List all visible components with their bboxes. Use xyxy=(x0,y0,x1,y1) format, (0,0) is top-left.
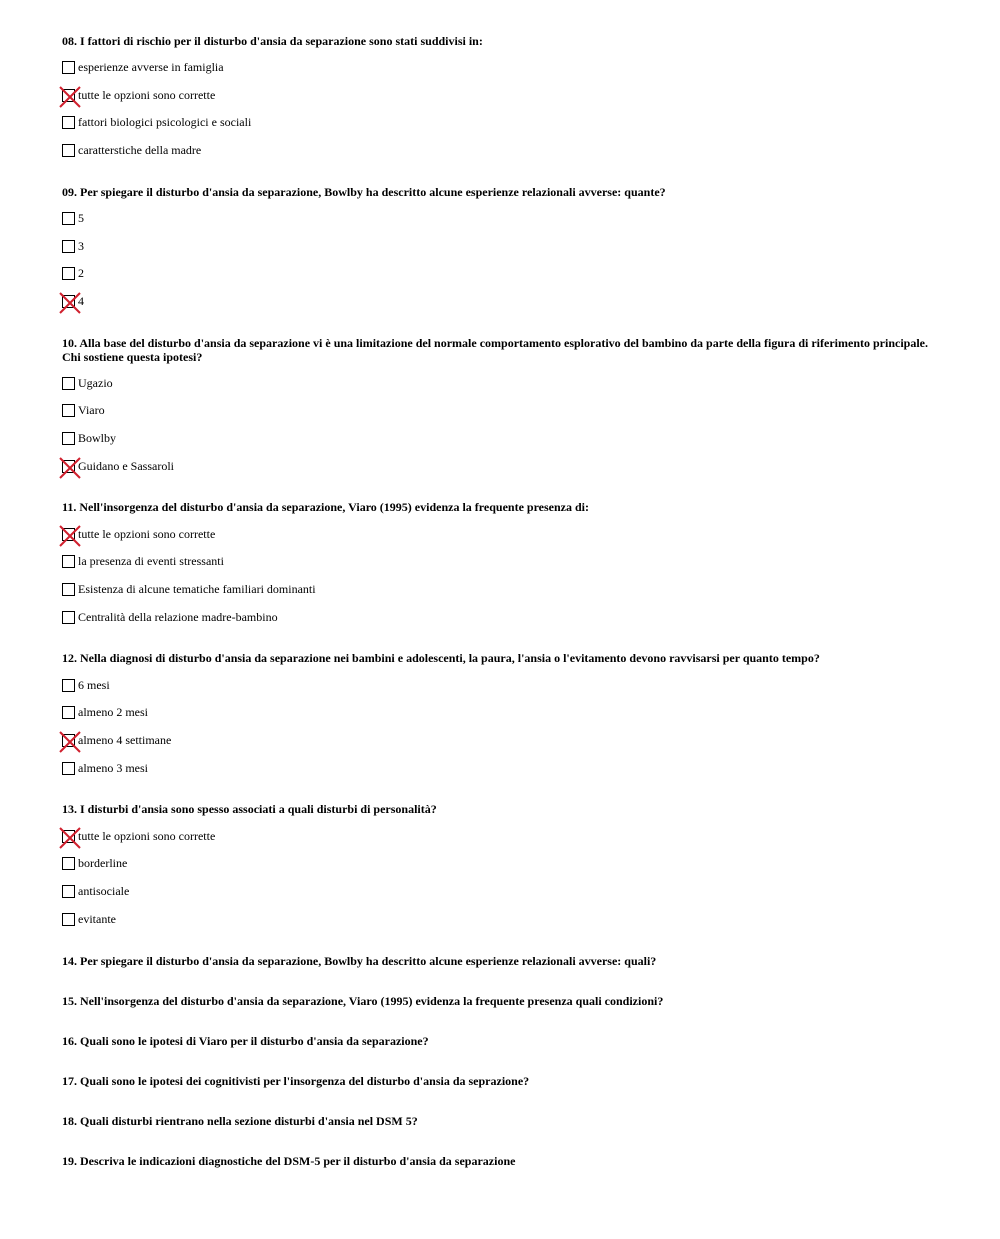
answer-option[interactable] xyxy=(62,238,84,254)
answer-label: 2 xyxy=(78,265,84,280)
cross-mark-icon xyxy=(58,291,82,315)
answer-option[interactable] xyxy=(62,911,116,927)
checkbox[interactable] xyxy=(62,240,75,253)
question-19: 19. Descriva le indicazioni diagnostiche del DSM-5 per il disturbo d'ansia da separazione xyxy=(62,1154,516,1168)
checkbox[interactable] xyxy=(62,857,75,870)
answer-label: 3 xyxy=(78,238,84,253)
answer-option[interactable] xyxy=(62,526,215,542)
answer-option[interactable] xyxy=(62,402,105,418)
answer-label: antisociale xyxy=(78,883,130,898)
question-15: 15. Nell'insorgenza del disturbo d'ansia da separazione, Viaro (1995) evidenza la frequente presenza quali condizioni? xyxy=(62,994,664,1008)
answer-label: la presenza di eventi stressanti xyxy=(78,553,224,568)
question-17: 17. Quali sono le ipotesi dei cognitivisti per l'insorgenza del disturbo d'ansia da seprazione? xyxy=(62,1074,530,1088)
checkbox[interactable] xyxy=(62,212,75,225)
answer-label: tutte le opzioni sono corrette xyxy=(78,87,216,102)
answer-option[interactable] xyxy=(62,265,84,281)
checkbox[interactable] xyxy=(62,885,75,898)
answer-option[interactable] xyxy=(62,430,116,446)
checkbox[interactable] xyxy=(62,830,75,843)
answer-option[interactable] xyxy=(62,114,251,130)
answer-option[interactable] xyxy=(62,458,174,474)
question-18: 18. Quali disturbi rientrano nella sezione disturbi d'ansia nel DSM 5? xyxy=(62,1114,418,1128)
answer-label: esperienze avverse in famiglia xyxy=(78,59,224,74)
checkbox[interactable] xyxy=(62,404,75,417)
answer-label: almeno 2 mesi xyxy=(78,704,148,719)
answer-option[interactable] xyxy=(62,760,148,776)
answer-option[interactable] xyxy=(62,581,316,597)
cross-mark-icon xyxy=(58,826,82,850)
answer-option[interactable] xyxy=(62,609,278,625)
checkbox[interactable] xyxy=(62,734,75,747)
checkbox[interactable] xyxy=(62,528,75,541)
answer-label: Esistenza di alcune tematiche familiari dominanti xyxy=(78,581,316,596)
answer-label: almeno 3 mesi xyxy=(78,760,148,775)
answer-option[interactable] xyxy=(62,59,224,75)
cross-mark-icon xyxy=(58,456,82,480)
answer-label: Guidano e Sassaroli xyxy=(78,458,174,473)
answer-option[interactable] xyxy=(62,732,171,748)
answer-label: evitante xyxy=(78,911,116,926)
question-13: 13. I disturbi d'ansia sono spesso associati a quali disturbi di personalità? xyxy=(62,802,437,816)
question-14: 14. Per spiegare il disturbo d'ansia da separazione, Bowlby ha descritto alcune esperienze relazionali avverse: quali? xyxy=(62,954,657,968)
checkbox[interactable] xyxy=(62,89,75,102)
answer-label: tutte le opzioni sono corrette xyxy=(78,828,216,843)
checkbox[interactable] xyxy=(62,555,75,568)
question-12: 12. Nella diagnosi di disturbo d'ansia da separazione nei bambini e adolescenti, la paura, l'ansia o l'evitamento devono ravvisarsi per quanto tempo? xyxy=(62,651,820,665)
checkbox[interactable] xyxy=(62,295,75,308)
answer-label: Viaro xyxy=(78,402,105,417)
checkbox[interactable] xyxy=(62,460,75,473)
answer-option[interactable] xyxy=(62,883,129,899)
checkbox[interactable] xyxy=(62,706,75,719)
checkbox[interactable] xyxy=(62,144,75,157)
question-16: 16. Quali sono le ipotesi di Viaro per il disturbo d'ansia da separazione? xyxy=(62,1034,429,1048)
answer-option[interactable] xyxy=(62,210,84,226)
answer-label: caratterstiche della madre xyxy=(78,142,202,157)
answer-label: Bowlby xyxy=(78,430,117,445)
checkbox[interactable] xyxy=(62,679,75,692)
answer-label: borderline xyxy=(78,855,128,870)
question-08: 08. I fattori di rischio per il disturbo d'ansia da separazione sono stati suddivisi in: xyxy=(62,34,483,48)
cross-mark-icon xyxy=(58,524,82,548)
answer-label: Ugazio xyxy=(78,375,113,390)
answer-label: tutte le opzioni sono corrette xyxy=(78,526,216,541)
answer-label: 4 xyxy=(78,293,84,308)
answer-option[interactable] xyxy=(62,375,113,391)
checkbox[interactable] xyxy=(62,432,75,445)
answer-option[interactable] xyxy=(62,293,84,309)
checkbox[interactable] xyxy=(62,61,75,74)
answer-option[interactable] xyxy=(62,142,201,158)
cross-mark-icon xyxy=(58,85,82,109)
answer-option[interactable] xyxy=(62,677,110,693)
answer-option[interactable] xyxy=(62,828,215,844)
answer-label: 6 mesi xyxy=(78,677,110,692)
answer-option[interactable] xyxy=(62,704,148,720)
answer-option[interactable] xyxy=(62,553,224,569)
checkbox[interactable] xyxy=(62,583,75,596)
answer-label: almeno 4 settimane xyxy=(78,732,172,747)
checkbox[interactable] xyxy=(62,762,75,775)
answer-option[interactable] xyxy=(62,855,127,871)
checkbox[interactable] xyxy=(62,377,75,390)
answer-label: Centralità della relazione madre-bambino xyxy=(78,609,278,624)
checkbox[interactable] xyxy=(62,611,75,624)
question-11: 11. Nell'insorgenza del disturbo d'ansia da separazione, Viaro (1995) evidenza la frequente presenza di: xyxy=(62,500,590,514)
cross-mark-icon xyxy=(58,730,82,754)
answer-label: fattori biologici psicologici e sociali xyxy=(78,114,252,129)
answer-option[interactable] xyxy=(62,87,215,103)
checkbox[interactable] xyxy=(62,913,75,926)
checkbox[interactable] xyxy=(62,116,75,129)
checkbox[interactable] xyxy=(62,267,75,280)
question-10: 10. Alla base del disturbo d'ansia da separazione vi è una limitazione del normale comportamento esplorativo del bambino da parte della figura di riferimento principale. Chi sostiene questa ipotesi? xyxy=(62,336,928,364)
question-09: 09. Per spiegare il disturbo d'ansia da separazione, Bowlby ha descritto alcune esperienze relazionali avverse: quante? xyxy=(62,185,666,199)
answer-label: 5 xyxy=(78,210,84,225)
